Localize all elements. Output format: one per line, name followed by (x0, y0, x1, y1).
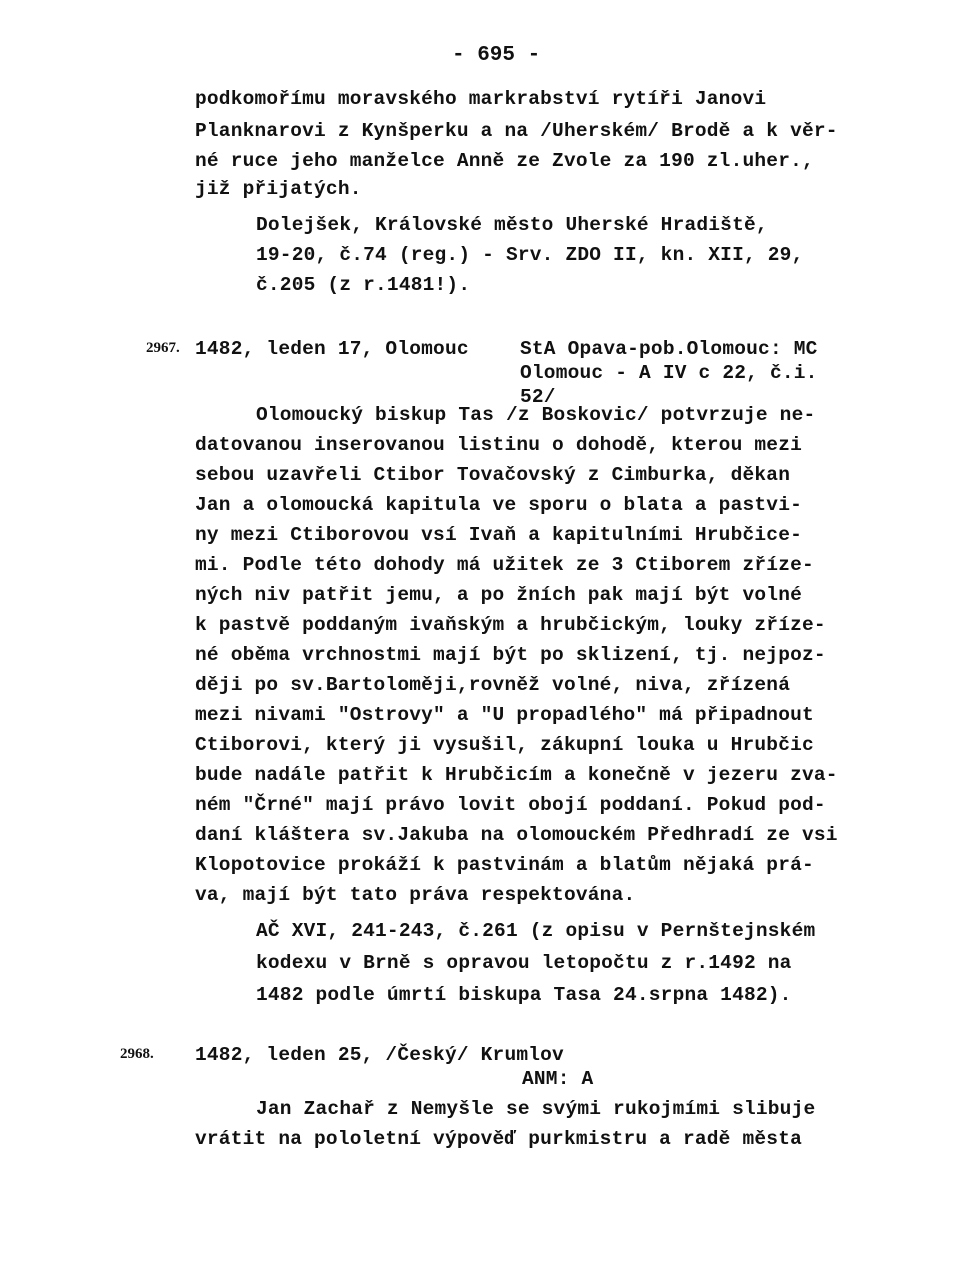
source-citation-line: kodexu v Brně s opravou letopočtu z r.1492 na (256, 952, 792, 974)
text-line: bude nadále patřit k Hrubčicím a konečně v jezeru zva- (195, 764, 838, 786)
entry-date-place: 1482, leden 25, /Český/ Krumlov (195, 1044, 564, 1066)
text-line: již přijatých. (195, 178, 362, 200)
text-line: k pastvě poddaným ivaňským a hrubčickým, louky zříze- (195, 614, 826, 636)
source-citation-line: AČ XVI, 241-243, č.261 (z opisu v Pernštejnském (256, 920, 816, 942)
text-line: Jan Zachař z Nemyšle se svými rukojmími slibuje (256, 1098, 816, 1120)
text-line: né oběma vrchnostmi mají být po sklizení, tj. nejpoz- (195, 644, 826, 666)
text-line: Jan a olomoucká kapitula ve sporu o blata a pastvi- (195, 494, 802, 516)
text-line: Dolejšek, Královské město Uherské Hradiště, (256, 214, 768, 236)
text-line: daní kláštera sv.Jakuba na olomouckém Předhradí ze vsi (195, 824, 838, 846)
source-citation-line: 1482 podle úmrtí biskupa Tasa 24.srpna 1482). (256, 984, 792, 1006)
entry-number: 2967. (146, 340, 180, 356)
text-line: č.205 (z r.1481!). (256, 274, 471, 296)
text-line: mi. Podle této dohody má užitek ze 3 Ctiborem zříze- (195, 554, 814, 576)
text-line: Klopotovice prokáží k pastvinám a blatům nějaká prá- (195, 854, 814, 876)
text-line: vrátit na pololetní výpověď purkmistru a radě města (195, 1128, 802, 1150)
text-line: ději po sv.Bartoloměji,rovněž volné, niva, zřízená (195, 674, 791, 696)
text-line: va, mají být tato práva respektována. (195, 884, 636, 906)
archive-reference-line: 52/ (520, 386, 556, 408)
page-number: - 695 - (452, 44, 541, 67)
archive-reference-line: Olomouc - A IV c 22, č.i. (520, 362, 818, 384)
archive-reference-line: StA Opava-pob.Olomouc: MC (520, 338, 818, 360)
text-line: podkomořímu moravského markrabství rytíři Janovi (195, 88, 767, 110)
text-line: Planknarovi z Kynšperku a na /Uherském/ Brodě a k věr- (195, 120, 838, 142)
text-line: ném "Črné" mají právo lovit obojí poddaní. Pokud pod- (195, 794, 826, 816)
text-line: ných niv patřit jemu, a po žních pak mají být volné (195, 584, 802, 606)
archive-reference-line: ANM: A (522, 1068, 594, 1090)
text-line: né ruce jeho manželce Anně ze Zvole za 190 zl.uher., (195, 150, 814, 172)
entry-number: 2968. (120, 1046, 154, 1062)
text-line: ny mezi Ctiborovou vsí Ivaň a kapitulními Hrubčice- (195, 524, 802, 546)
text-line: 19-20, č.74 (reg.) - Srv. ZDO II, kn. XII, 29, (256, 244, 804, 266)
text-line: Olomoucký biskup Tas /z Boskovic/ potvrzuje ne- (256, 404, 816, 426)
entry-date-place: 1482, leden 17, Olomouc (195, 338, 469, 360)
text-line: sebou uzavřeli Ctibor Tovačovský z Cimburka, děkan (195, 464, 791, 486)
text-line: Ctiborovi, který ji vysušil, zákupní louka u Hrubčic (195, 734, 814, 756)
text-line: datovanou inserovanou listinu o dohodě, kterou mezi (195, 434, 802, 456)
text-line: mezi nivami "Ostrovy" a "U propadlého" má připadnout (195, 704, 814, 726)
